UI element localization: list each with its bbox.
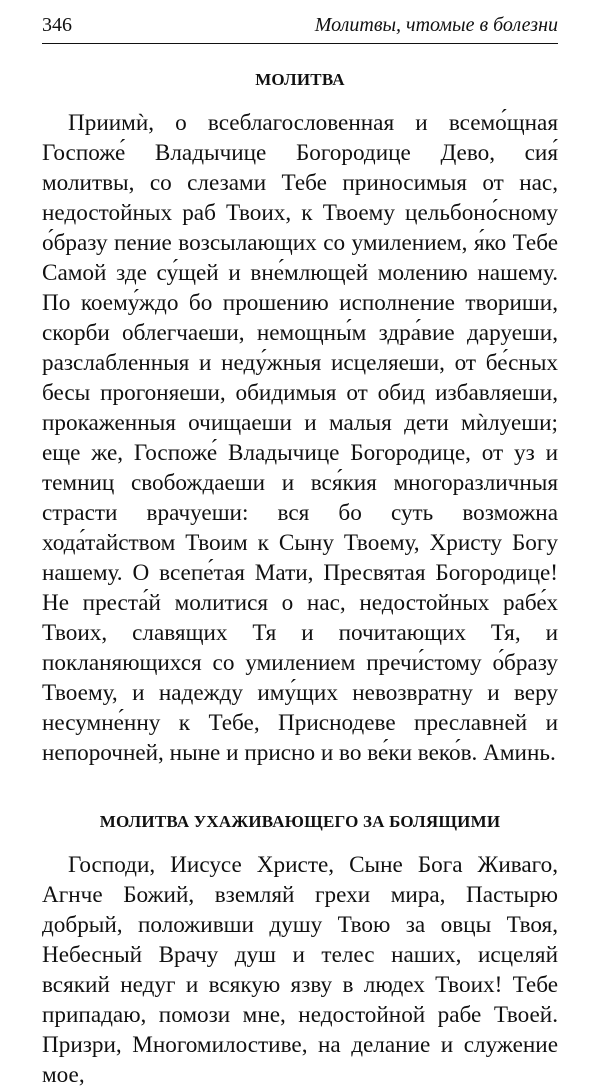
page-number: 346 bbox=[42, 14, 72, 36]
section-title: МОЛИТВА УХАЖИВАЮЩЕГО ЗА БОЛЯЩИМИ bbox=[99, 812, 501, 831]
section-title: МОЛИТВА bbox=[255, 70, 345, 89]
prayer-text: Приимѝ, о всеблагословенная и всемо́щная Госпоже́ Владычице Богородице Дево, сия́ молитвы, со слезами Тебе приносимыя от нас, недостойных раб Твоих, к Твоему цельбоно́сному о́бразу пение возсылающих со умилением, я́ко Тебе Самой зде су́щей и вне́млющей молению нашему. По коему́ждо бо прошению исполнение твориши, скорби облегчаеши, немощны́м здра́вие даруеши, разслабленныя и неду́жныя исцеляеши, от бе́сных бесы прогоняеши, обидимыя от обид избавляеши, прокаженныя очищаеши и малыя дети мѝлуеши; еще же, Госпоже́ Владычице Богородице, от уз и темниц свобождаеши и вся́кия многоразличныя страсти врачуеши: вся бо суть возможна хода́тайством Твоим к Сыну Твоему, Христу Богу нашему. О всепе́тая Мати, Пресвятая Богородице! Не преста́й молитися о нас, недостойных рабе́х Твоих, славящих Тя и почитающих Тя, и покланяющихся со умилением пречи́стому о́бразу Твоему, и надежду иму́щих невозвратну и веру несумне́нну к Тебе, Приснодеве преславней и непорочней, ныне и присно и во ве́ки веко́в. Аминь. bbox=[42, 110, 558, 766]
caregiver-prayer-section bbox=[42, 812, 558, 1090]
prayer-section bbox=[42, 70, 558, 768]
page-header bbox=[42, 14, 558, 44]
prayer-text: Господи, Иисусе Христе, Сыне Бога Живаго, Агнче Божий, вземляй грехи мира, Пастырю добрый, положивши душу Твою за овцы Твоя, Небесный Врачу душ и телес наших, исцеляй всякий недуг и всякую язву в людех Твоих! Тебе припадаю, помози мне, недостойной рабе Твоей. Призри, Многомилостиве, на делание и служение мое, bbox=[42, 852, 558, 1088]
running-title: Молитвы, чтомые в болезни bbox=[314, 14, 558, 36]
